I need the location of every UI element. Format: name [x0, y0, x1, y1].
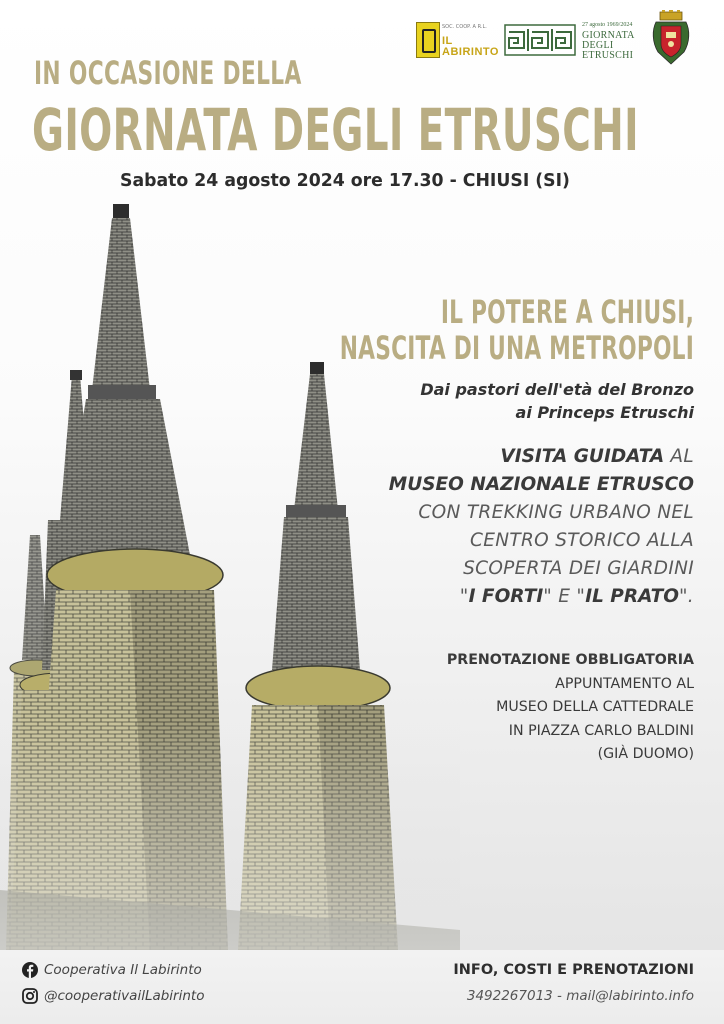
facebook-link[interactable] — [22, 962, 202, 978]
visit-line-5: SCOPERTA DEI GIARDINI — [463, 558, 694, 579]
event-subtitle — [420, 378, 694, 424]
contact-info[interactable]: 3492267013 - mail@labirinto.info — [466, 988, 694, 1004]
giornata-logo-name-3: ETRUSCHI — [582, 50, 634, 61]
facebook-label: Cooperativa Il Labirinto — [44, 962, 202, 978]
visit-line-2: MUSEO NAZIONALE ETRUSCO — [388, 474, 694, 495]
event-subtitle-line-2: ai Princeps Etruschi — [515, 403, 694, 422]
labirinto-logo-mark — [416, 22, 440, 58]
booking-line-4: (GIÀ DUOMO) — [597, 746, 694, 762]
visit-line-6-prato: IL PRATO — [585, 586, 679, 607]
event-title-line-2: NASCITA DI UNA METROPOLI — [339, 329, 694, 367]
event-title-line-1: IL POTERE A CHIUSI, — [440, 293, 694, 331]
etruscan-pattern-icon — [504, 24, 576, 56]
giornata-logo-name-2: DEGLI — [582, 40, 614, 51]
visit-line-1 — [389, 443, 694, 471]
footer — [0, 950, 724, 1024]
labirinto-logo-small-text: SOC. COOP. A R.L. — [442, 24, 487, 30]
event-title — [340, 294, 694, 366]
visit-line-1-rest: AL — [664, 446, 694, 467]
booking-line-2: MUSEO DELLA CATTEDRALE — [496, 699, 694, 715]
labirinto-logo-line2: ABIRINTO — [442, 46, 499, 58]
booking-title: PRENOTAZIONE OBBLIGATORIA — [446, 652, 694, 668]
booking-line-3: IN PIAZZA CARLO BALDINI — [508, 722, 694, 739]
info-title: INFO, COSTI E PRENOTAZIONI — [453, 962, 694, 978]
visit-line-6-q1: " — [459, 586, 469, 607]
event-date: Sabato 24 agosto 2024 ore 17.30 - CHIUSI (SI) — [120, 170, 570, 191]
visit-line-6 — [389, 583, 694, 611]
page-title: GIORNATA DEGLI ETRUSCHI — [32, 96, 639, 164]
booking-info — [447, 649, 694, 767]
visit-line-6-mid: " E " — [543, 586, 586, 607]
instagram-link[interactable] — [22, 988, 204, 1004]
instagram-label: @cooperativailLabirinto — [44, 988, 205, 1004]
booking-line-1: APPUNTAMENTO AL — [555, 675, 694, 692]
giornata-logo-name — [582, 31, 642, 61]
labirinto-logo — [416, 22, 499, 60]
giornata-etruschi-logo — [504, 22, 638, 62]
labirinto-logo-line1: IL — [442, 35, 453, 47]
visit-line-6-end: ". — [679, 586, 694, 607]
city-crest-icon — [650, 10, 692, 70]
visit-line-3: CON TREKKING URBANO NEL — [418, 502, 694, 523]
header-line-1: IN OCCASIONE DELLA — [34, 54, 302, 92]
visit-line-4: CENTRO STORICO ALLA — [470, 530, 694, 551]
instagram-icon — [22, 988, 38, 1004]
event-subtitle-line-1: Dai pastori dell'età del Bronzo — [420, 380, 694, 399]
visit-description — [389, 443, 694, 611]
labirinto-logo-text — [442, 36, 499, 58]
giornata-logo-date: 27 agosto 1969/2024 — [582, 22, 633, 28]
facebook-icon — [22, 962, 38, 978]
visit-line-6-forti: I FORTI — [468, 586, 544, 607]
visit-line-1-bold: VISITA GUIDATA — [500, 446, 665, 467]
giornata-logo-name-1: GIORNATA — [582, 30, 635, 41]
